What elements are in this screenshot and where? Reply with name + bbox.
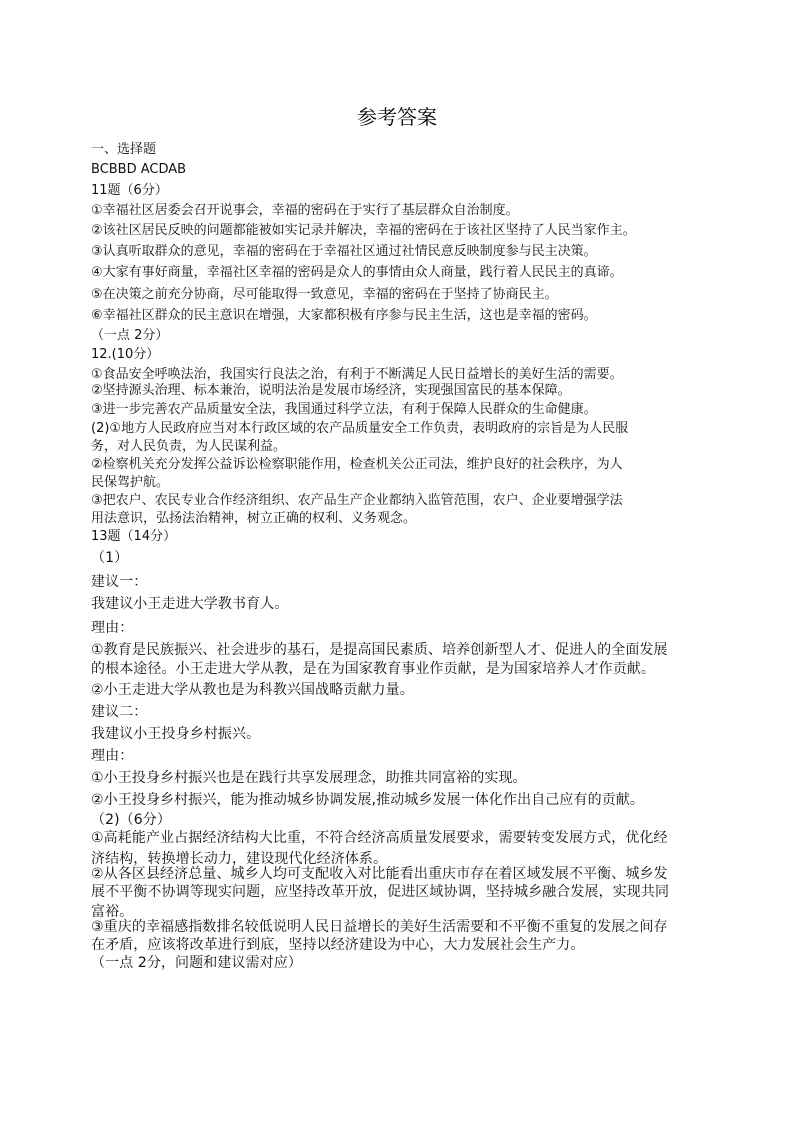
text-line: ②小王走进大学从教也是为科教兴国战略贡献力量。	[91, 682, 414, 698]
text-line: 我建议小王投身乡村振兴。	[91, 726, 261, 742]
text-line: 12.(10分）	[91, 347, 160, 362]
text-line: 13题（14分）	[91, 529, 177, 544]
text-line: 11题（6分）	[91, 183, 168, 198]
text-line: ②检察机关充分发挥公益诉讼检察职能作用，检查机关公正司法，维护良好的社会秩序，为人	[91, 457, 623, 472]
text-line: 理由：	[91, 620, 134, 636]
text-line: ①食品安全呼唤法治，我国实行良法之治，有利于不断满足人民日益增长的美好生活的需要。	[91, 367, 623, 382]
text-line: 建议一：	[91, 574, 148, 590]
text-line: ①小王投身乡村振兴也是在践行共享发展理念，助推共同富裕的实现。	[91, 770, 527, 786]
text-line: BCBBD ACDAB	[91, 162, 187, 177]
text-line: 我建议小王走进大学教书育人。	[91, 596, 289, 612]
text-line: 展不平衡不协调等现实问题，应坚持改革开放，促进区域协调，坚持城乡融合发展，实现共同	[91, 884, 670, 900]
text-line: ③重庆的幸福感指数排名较低说明人民日益增长的美好生活需要和不平衡不重复的发展之间存	[91, 919, 668, 935]
text-line: ①幸福社区居委会召开说事会，幸福的密码在于实行了基层群众自治制度。	[91, 203, 519, 218]
text-line: （2)（6分）	[91, 812, 171, 828]
text-line: 的根本途径。小王走进大学从教，是在为国家教育事业作贡献，是为国家培养人才作贡献。	[91, 661, 655, 677]
text-line: 富裕。	[91, 904, 134, 920]
text-line: ②该社区居民反映的问题都能被如实记录并解决，幸福的密码在于该社区坚持了人民当家作主。	[91, 223, 636, 238]
text-line: 济结构，转换增长动力，建设现代化经济体系。	[91, 851, 388, 867]
text-line: ①教育是民族振兴、社会进步的基石，是提高国民素质、培养创新型人才、促进人的全面发展	[91, 642, 668, 658]
text-line: 在矛盾，应该将改革进行到底，坚持以经济建设为中心，大力发展社会生产力。	[91, 937, 585, 953]
text-line: ①高耗能产业占据经济结构大比重，不符合经济高质量发展要求，需要转变发展方式，优化经	[91, 830, 668, 846]
text-line: （一点 2分，问题和建议需对应）	[91, 955, 302, 971]
text-line: ⑥幸福社区群众的民主意识在增强，大家都积极有序参与民主生活，这也是幸福的密码。	[91, 308, 597, 323]
text-line: 民保驾护航。	[91, 475, 170, 490]
text-line: ③进一步完善农产品质量安全法，我国通过科学立法，有利于保障人民群众的生命健康。	[91, 402, 597, 417]
text-line: 建议二：	[91, 704, 148, 720]
text-line: ④大家有事好商量，幸福社区幸福的密码是众人的事情由众人商量，践行着人民民主的真谛。	[91, 265, 623, 280]
page-title: 参考答案	[357, 105, 437, 129]
text-line: （一点 2分）	[91, 328, 169, 343]
text-line: 用法意识，弘扬法治精神，树立正确的权利、义务观念。	[91, 511, 417, 526]
text-line: ⑤在决策之前充分协商，尽可能取得一致意见，幸福的密码在于坚持了协商民主。	[91, 287, 558, 302]
text-line: 务，对人民负责，为人民谋利益。	[91, 439, 287, 454]
text-line: ②从各区县经济总量、城乡人均可支配收入对比能看出重庆市存在着区域发展不平衡、城乡发	[91, 866, 668, 882]
text-line: ③把农户、农民专业合作经济组织、农产品生产企业都纳入监管范围，农户、企业要增强学法	[91, 493, 623, 508]
text-line: ②坚持源头治理、标本兼治，说明法治是发展市场经济，实现强国富民的基本保障。	[91, 383, 571, 398]
text-line: ②小王投身乡村振兴，能为推动城乡协调发展,推动城乡发展一体化作出自己应有的贡献。	[91, 792, 644, 808]
text-line: ③认真听取群众的意见，幸福的密码在于幸福社区通过社情民意反映制度参与民主决策。	[91, 244, 597, 259]
text-line: 一、选择题	[91, 142, 157, 157]
text-line: （1）	[91, 550, 129, 566]
text-line: (2)①地方人民政府应当对本行政区域的农产品质量安全工作负责，表明政府的宗旨是为人民服	[91, 421, 629, 436]
text-line: 理由：	[91, 748, 134, 764]
